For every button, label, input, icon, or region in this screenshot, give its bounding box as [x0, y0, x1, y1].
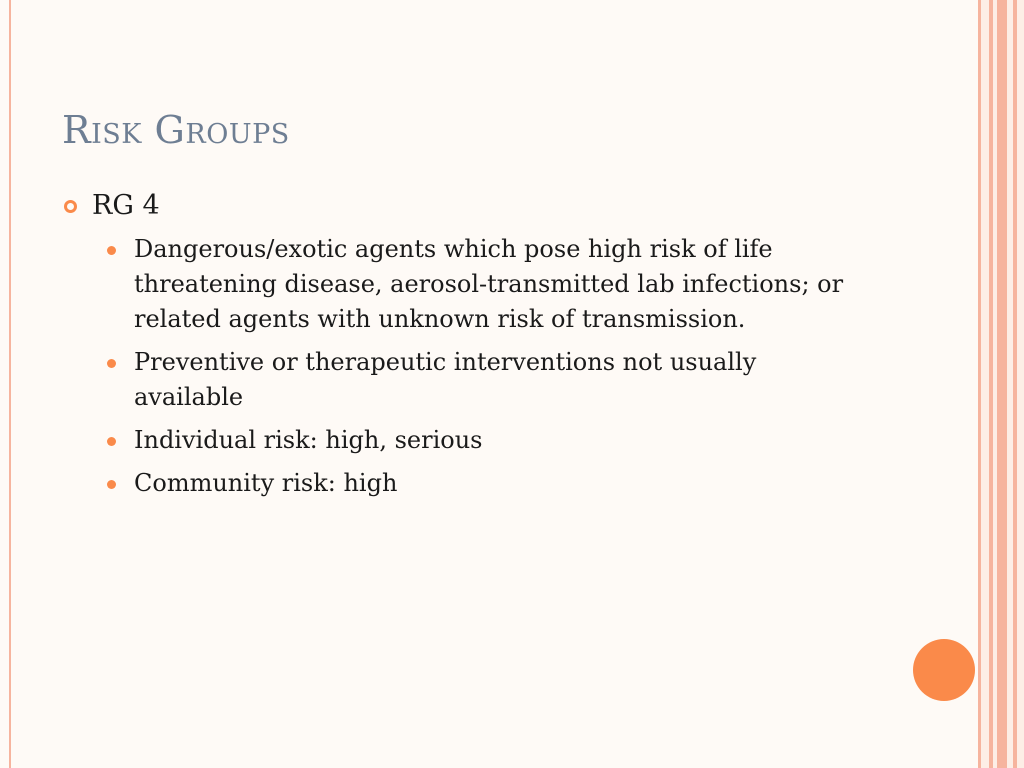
- left-border-line: [9, 0, 11, 768]
- dot-bullet-icon: [107, 359, 116, 368]
- bullet-level1-text: RG 4: [92, 190, 160, 221]
- right-stripe: [981, 0, 989, 768]
- bullet-level1: [62, 188, 862, 224]
- list-item-text: Individual risk: high, serious: [134, 426, 483, 454]
- list-item-text: Preventive or therapeutic interventions not usually available: [134, 348, 757, 411]
- list-item-text: Community risk: high: [134, 469, 398, 497]
- right-stripe: [1017, 0, 1024, 768]
- slide-content: [62, 188, 862, 509]
- list-item: [62, 423, 862, 458]
- right-stripe: [997, 0, 1007, 768]
- list-item: [62, 232, 862, 337]
- list-item: [62, 345, 862, 415]
- list-item-text: Dangerous/exotic agents which pose high risk of life threatening disease, aerosol-transmitted lab infections; or related agents with unknown risk of transmission.: [134, 235, 844, 333]
- dot-bullet-icon: [107, 246, 116, 255]
- slide-title: Risk Groups: [62, 108, 290, 152]
- dot-bullet-icon: [107, 480, 116, 489]
- dot-bullet-icon: [107, 437, 116, 446]
- ring-bullet-icon: [64, 200, 77, 213]
- list-item: [62, 466, 862, 501]
- sub-bullet-list: [62, 232, 862, 501]
- orange-circle-decoration: [913, 639, 975, 701]
